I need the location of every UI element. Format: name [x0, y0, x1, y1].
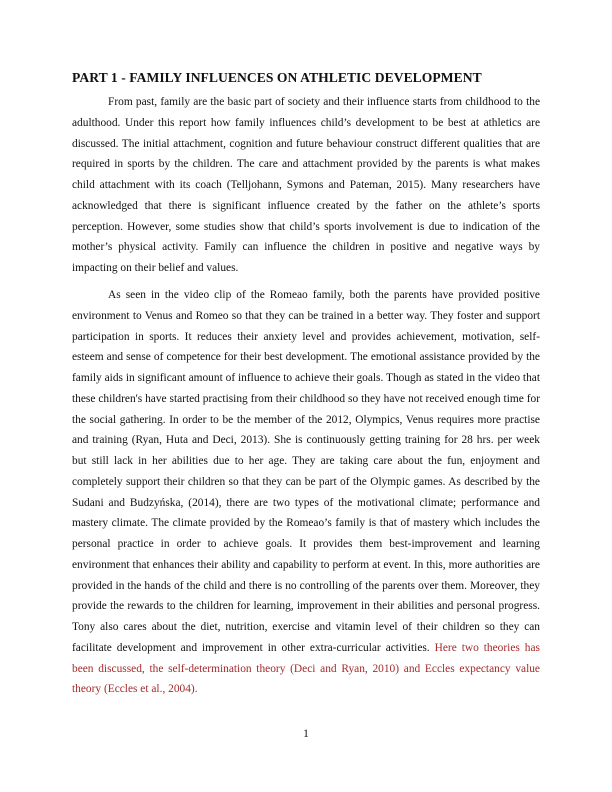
paragraph-family-influence	[72, 92, 540, 279]
paragraph-romeao-family	[72, 285, 540, 700]
paragraph-2-text: As seen in the video clip of the Romeao family, both the parents have provided positive environment to Venus and Romeo so that they can be trained in a better way. They foster and support participation in sports. It reduces their anxiety level and provides achievement, motivation, self-esteem and sense of competence for their best development. The emotional assistance provided by the family aids in significant amount of influence to achieve their goals. Though as stated in the video that these children's have started practising from their childhood so they have not received enough time for the social gathering. In order to be the member of the 2012, Olympics, Venus requires more practise and training (Ryan, Huta and Deci, 2013). She is continuously getting training for 28 hrs. per week but still lack in her abilities due to her age. They are taking care about the fun, enjoyment and completely support their children so that they can be part of the Olympic games. As described by the Sudani and Budzyńska, (2014), there are two types of the motivational climate; performance and mastery climate. The climate provided by the Romeao’s family is that of mastery which includes the personal practice in order to achieve goals. It provides them best-improvement and learning environment that enhances their ability and capability to perform at event. In this, more authorities are provided in the hands of the child and there is no controlling of the parents over them. Moreover, they provide the rewards to the children for learning, improvement in their abilities and personal progress. Tony also cares about the diet, nutrition, exercise and vitamin level of their children so they can facilitate development and improvement in other extra-curricular activities.	[72, 289, 540, 654]
highlighted-theories-text: Here two theories has been discussed, the self-determination theory (Deci and Ryan, 2010) and Eccles expectancy value theory (Eccles et al., 2004).	[72, 641, 540, 696]
paragraph-1-text: From past, family are the basic part of society and their influence starts from childhood to the adulthood. Under this report how family influences child’s development to be best at athletics are discussed. The initial attachment, cognition and future behaviour construct different qualities that are required in sports by the children. The care and attachment provided by the parents is what makes child attachment with its coach (Telljohann, Symons and Pateman, 2015). Many researchers have acknowledged that there is significant influence created by the father on the athlete’s sports perception. However, some studies show that child’s sports involvement is due to indication of the mother’s physical activity. Family can influence the children in positive and negative ways by impacting on their belief and values.	[72, 96, 540, 274]
section-heading: PART 1 - FAMILY INFLUENCES ON ATHLETIC DEVELOPMENT	[72, 70, 482, 85]
page-number: 1	[303, 728, 309, 740]
